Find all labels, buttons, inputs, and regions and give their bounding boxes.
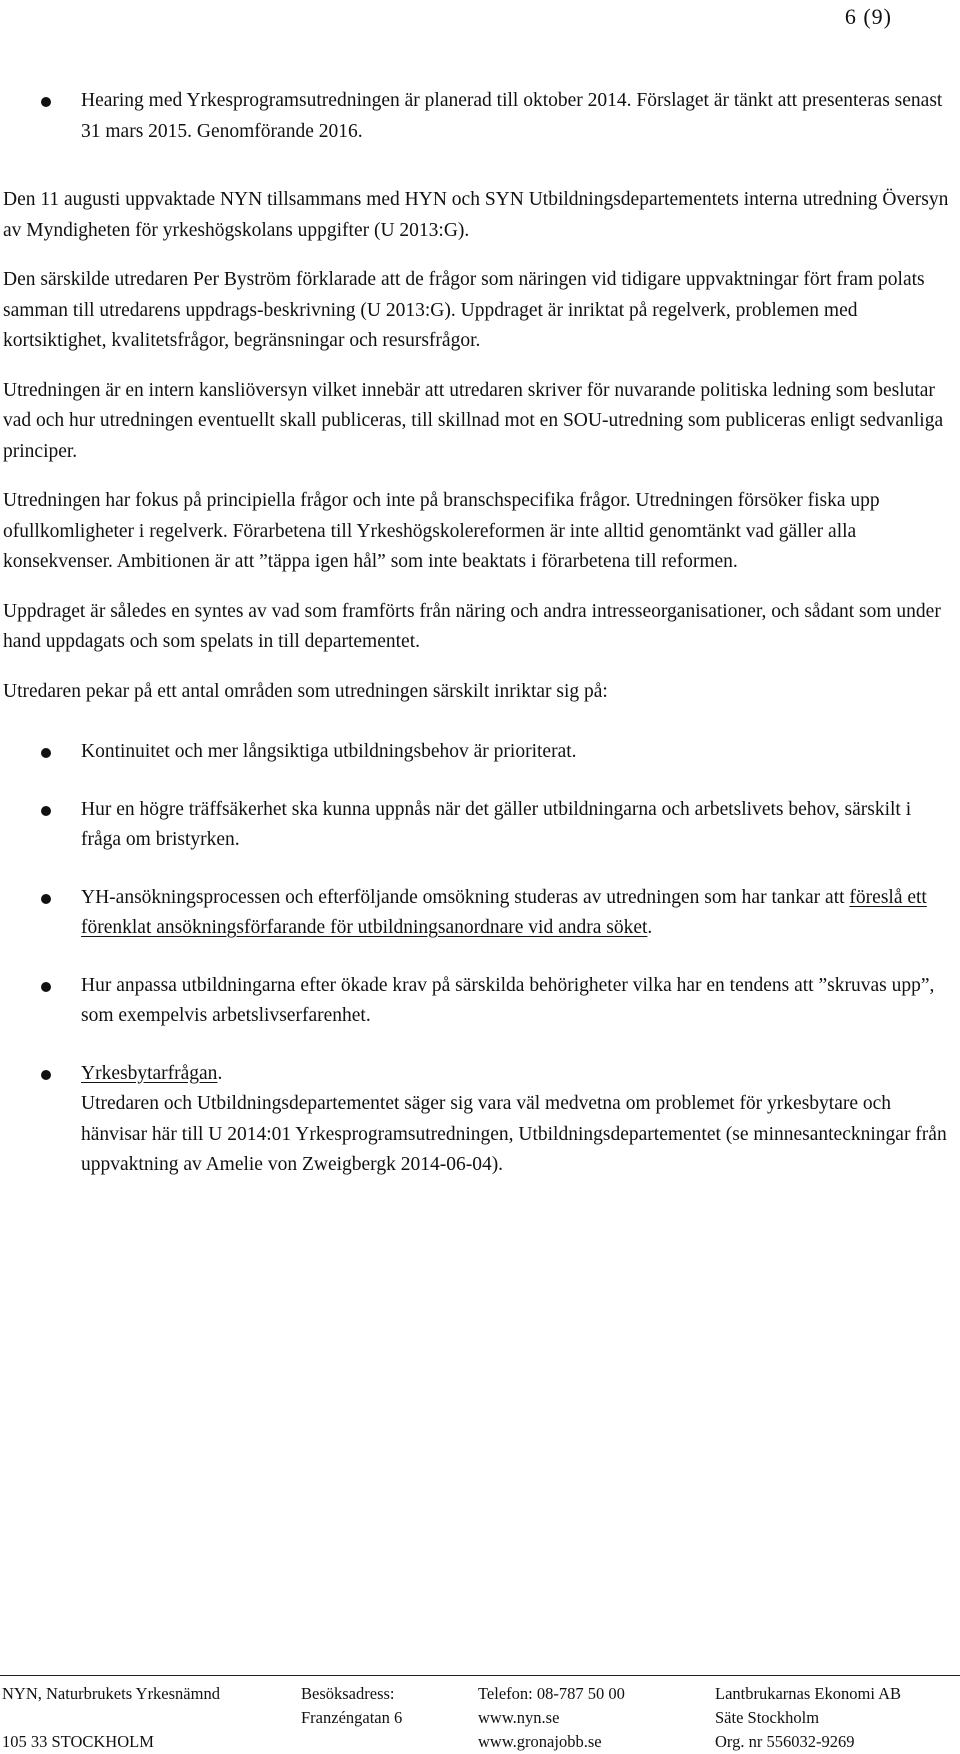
footer-postal: 105 33 STOCKHOLM xyxy=(2,1732,154,1751)
footer-phone: Telefon: 08-787 50 00 xyxy=(478,1684,625,1703)
footer-visit-address: Franzéngatan 6 xyxy=(301,1708,403,1727)
paragraph: Utredningen har fokus på principiella frågor och inte på branschspecifika frågor. Utredningen försöker fiska upp ofullkomligheter i regelverk. Förarbetena till Yrkeshögskolereformen är inte alltid genomtänkt vad gäller alla konsekvenser. Ambitionen är att ”täppa igen hål” som inte beaktats i förarbetena till reformen. xyxy=(3,490,880,572)
list-item-text: YH-ansökningsprocessen och efterföljande omsökning studeras av utredningen som har tankar att xyxy=(81,886,850,908)
paragraph: Utredningen är en intern kansliöversyn vilket innebär att utredaren skriver för nuvarande politiska ledning som beslutar vad och hur utredningen eventuellt skall publiceras, till skillnad mot en SOU-utredning som publiceras enligt sedvanliga principer. xyxy=(3,379,944,462)
list-item: Kontinuitet och mer långsiktiga utbildningsbehov är prioriterat. xyxy=(3,737,953,768)
page-footer xyxy=(0,1675,960,1751)
footer-col-org xyxy=(2,1682,220,1754)
page-number: 6 (9) xyxy=(844,4,892,29)
footer-col-visit xyxy=(301,1682,402,1730)
footer-org-name: NYN, Naturbrukets Yrkesnämnd xyxy=(2,1684,220,1703)
list-item xyxy=(3,883,953,944)
list-item-text: . xyxy=(217,1062,223,1084)
underlined-heading: Yrkesbytarfrågan xyxy=(81,1062,218,1084)
paragraph: Uppdraget är således en syntes av vad som framförts från näring och andra intresseorganisationer, och sådant som under hand uppdagats och som spelats in till departementet. xyxy=(3,600,941,652)
paragraph: Utredaren pekar på ett antal områden som utredningen särskilt inriktar sig på: xyxy=(3,680,608,702)
footer-col-contact xyxy=(478,1682,625,1754)
paragraph: Den särskilde utredaren Per Byström förklarade att de frågor som näringen vid tidigare uppvaktningar fört fram polats samman till utredarens uppdrags-beskrivning (U 2013:G). Uppdraget är inriktat på regelverk, problemen med kortsiktighet, kvalitetsfrågor, begränsningar och resursfrågor. xyxy=(3,269,925,351)
footer-col-company xyxy=(715,1682,901,1754)
list-item: Hur anpassa utbildningarna efter ökade krav på särskilda behörigheter vilka har en tendens att ”skruvas upp”, som exempelvis arbetslivserfarenhet. xyxy=(3,971,953,1032)
list-item xyxy=(3,1059,953,1181)
document-body xyxy=(3,86,953,1208)
footer-spacer xyxy=(2,1706,220,1730)
bullet-list-top xyxy=(3,86,953,147)
footer-web-link[interactable]: www.nyn.se xyxy=(478,1708,560,1727)
underlined-text: föreslå ett förenklat ansökningsförfarande för utbildningsanordnare vid andra söket xyxy=(81,886,927,938)
footer-web-link[interactable]: www.gronajobb.se xyxy=(478,1732,602,1751)
footer-visit-label: Besöksadress: xyxy=(301,1684,395,1703)
list-item-text: Utredaren och Utbildningsdepartementet säger sig vara väl medvetna om problemet för yrkesbytare och hänvisar här till U 2014:01 Yrkesprogramsutredningen, Utbildningsdepartementet (se minnesanteckningar från uppvaktning av Amelie von Zweigbergk 2014-06-04). xyxy=(81,1093,947,1175)
bullet-list-areas xyxy=(3,737,953,1181)
footer-seat: Säte Stockholm xyxy=(715,1708,820,1727)
list-item-text: . xyxy=(647,917,653,938)
paragraph: Den 11 augusti uppvaktade NYN tillsammans med HYN och SYN Utbildningsdepartementets interna utredning Översyn av Myndigheten för yrkeshögskolans uppgifter (U 2013:G). xyxy=(3,189,949,241)
footer-orgnr: Org. nr 556032-9269 xyxy=(715,1732,855,1751)
footer-company: Lantbrukarnas Ekonomi AB xyxy=(715,1684,902,1703)
list-item: Hearing med Yrkesprogramsutredningen är planerad till oktober 2014. Förslaget är tänkt att presenteras senast 31 mars 2015. Genomförande 2016. xyxy=(3,86,953,147)
list-item: Hur en högre träffsäkerhet ska kunna uppnås när det gäller utbildningarna och arbetslivets behov, särskilt i fråga om bristyrken. xyxy=(3,795,953,856)
